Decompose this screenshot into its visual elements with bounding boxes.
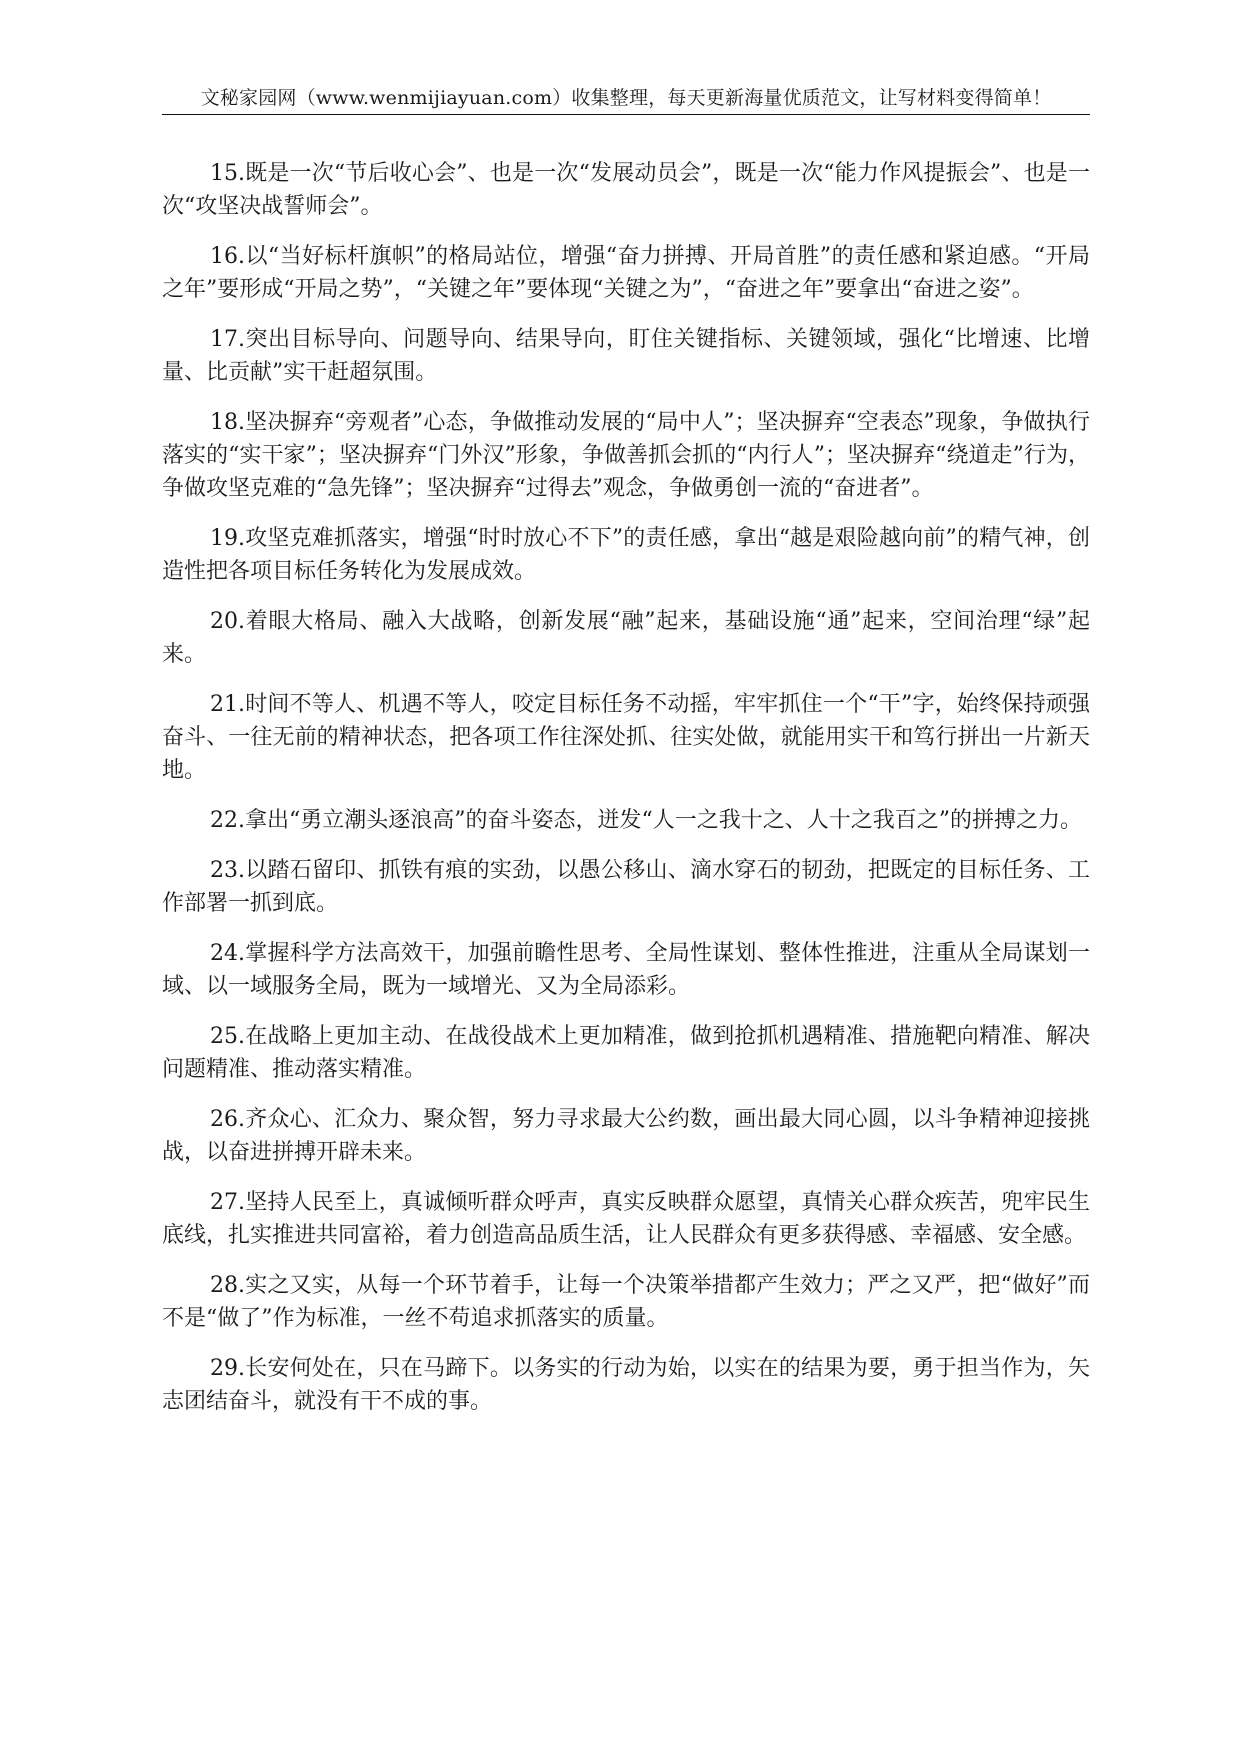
- page-header: 文秘家园网（www.wenmijiayuan.com）收集整理，每天更新海量优质范文，让写材料变得简单！: [162, 84, 1090, 115]
- paragraph-18: 18.坚决摒弃“旁观者”心态，争做推动发展的“局中人”；坚决摒弃“空表态”现象，争做执行落实的“实干家”；坚决摒弃“门外汉”形象，争做善抓会抓的“内行人”；坚决摒弃“绕道走”行为，争做攻坚克难的“急先锋”；坚决摒弃“过得去”观念，争做勇创一流的“奋进者”。: [162, 410, 1090, 501]
- paragraph-21: 21.时间不等人、机遇不等人，咬定目标任务不动摇，牢牢抓住一个“干”字，始终保持顽强奋斗、一往无前的精神状态，把各项工作往深处抓、往实处做，就能用实干和笃行拼出一片新天地。: [162, 692, 1090, 783]
- paragraph-24: 24.掌握科学方法高效干，加强前瞻性思考、全局性谋划、整体性推进，注重从全局谋划一域、以一域服务全局，既为一域增光、又为全局添彩。: [162, 941, 1090, 999]
- paragraph-20: 20.着眼大格局、融入大战略，创新发展“融”起来，基础设施“通”起来，空间治理“绿”起来。: [162, 609, 1090, 667]
- paragraph-29: 29.长安何处在，只在马蹄下。以务实的行动为始，以实在的结果为要，勇于担当作为，矢志团结奋斗，就没有干不成的事。: [162, 1356, 1090, 1414]
- document-body: [162, 157, 1090, 1435]
- paragraph-28: 28.实之又实，从每一个环节着手，让每一个决策举措都产生效力；严之又严，把“做好”而不是“做了”作为标准，一丝不苟追求抓落实的质量。: [162, 1273, 1090, 1331]
- paragraph-22: 22.拿出“勇立潮头逐浪高”的奋斗姿态，迸发“人一之我十之、人十之我百之”的拼搏之力。: [210, 808, 1082, 833]
- paragraph-15: 15.既是一次“节后收心会”、也是一次“发展动员会”，既是一次“能力作风提振会”、也是一次“攻坚决战誓师会”。: [162, 161, 1090, 219]
- paragraph-27: 27.坚持人民至上，真诚倾听群众呼声，真实反映群众愿望，真情关心群众疾苦，兜牢民生底线，扎实推进共同富裕，着力创造高品质生活，让人民群众有更多获得感、幸福感、安全感。: [162, 1190, 1090, 1248]
- paragraph-17: 17.突出目标导向、问题导向、结果导向，盯住关键指标、关键领域，强化“比增速、比增量、比贡献”实干赶超氛围。: [162, 327, 1090, 385]
- paragraph-26: 26.齐众心、汇众力、聚众智，努力寻求最大公约数，画出最大同心圆，以斗争精神迎接挑战，以奋进拼搏开辟未来。: [162, 1107, 1090, 1165]
- paragraph-23: 23.以踏石留印、抓铁有痕的实劲，以愚公移山、滴水穿石的韧劲，把既定的目标任务、工作部署一抓到底。: [162, 858, 1090, 916]
- paragraph-16: 16.以“当好标杆旗帜”的格局站位，增强“奋力拼搏、开局首胜”的责任感和紧迫感。“开局之年”要形成“开局之势”，“关键之年”要体现“关键之为”，“奋进之年”要拿出“奋进之姿”。: [162, 244, 1090, 302]
- paragraph-25: 25.在战略上更加主动、在战役战术上更加精准，做到抢抓机遇精准、措施靶向精准、解决问题精准、推动落实精准。: [162, 1024, 1090, 1082]
- paragraph-19: 19.攻坚克难抓落实，增强“时时放心不下”的责任感，拿出“越是艰险越向前”的精气神，创造性把各项目标任务转化为发展成效。: [162, 526, 1090, 584]
